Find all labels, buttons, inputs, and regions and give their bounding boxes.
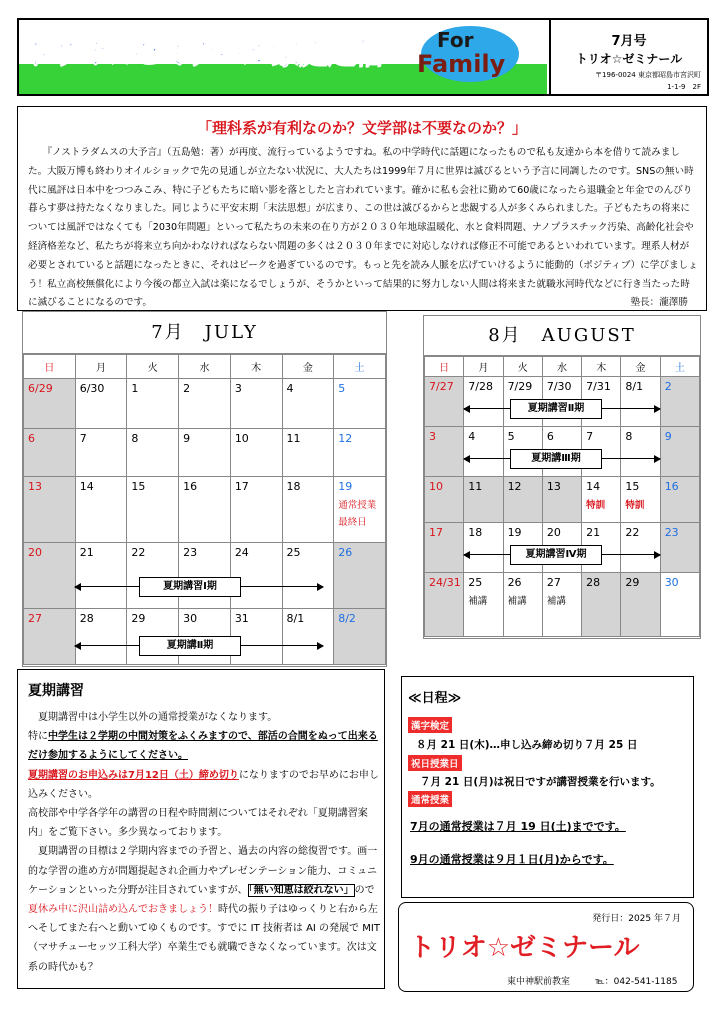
hokou-note: 補講: [468, 596, 488, 607]
address-line-2: 1-1-9 2F: [667, 83, 701, 91]
day-cell: 6: [542, 427, 581, 477]
day-cell: 9: [660, 427, 699, 477]
day-cell-25: [464, 573, 503, 637]
summer-course-section: [17, 669, 385, 989]
day-cell: 27: [24, 609, 76, 665]
weekday: 日: [425, 357, 464, 377]
day-cell: 12: [334, 429, 386, 477]
address-line-1: 〒196-0024 東京都昭島市宮沢町: [595, 71, 701, 79]
day-cell: 12: [503, 477, 542, 523]
day-cell: 26: [334, 543, 386, 609]
day-cell: 1: [127, 379, 179, 429]
summer-p4: 高校部や中学各学年の講習の日程や時間割についてはそれぞれ「夏期講習案内」をご覧下さい。多少異なっております。: [28, 808, 368, 839]
day-cell: 7/29: [503, 377, 542, 427]
day-cell: 11: [464, 477, 503, 523]
weekday: 土: [660, 357, 699, 377]
hokou-note: 補講: [546, 596, 566, 607]
day-cell: 7/31: [582, 377, 621, 427]
day-cell: 17: [230, 477, 282, 543]
family-text: Family: [417, 50, 506, 78]
newsletter-header: [17, 18, 709, 96]
august-title: 8月 AUGUST: [424, 316, 700, 356]
day-cell: 7/28: [464, 377, 503, 427]
note-line: 通常授業: [338, 500, 377, 511]
day-cell: 13: [24, 477, 76, 543]
summer-title: 夏期講習: [28, 683, 84, 699]
day-cell-27: [542, 573, 581, 637]
for-text: For: [437, 28, 474, 52]
day-cell: 24/31: [425, 573, 464, 637]
day-cell: 8/2: [334, 609, 386, 665]
tokkun-note: 特訓: [586, 500, 606, 511]
day-cell-26: [503, 573, 542, 637]
weekday: 月: [75, 355, 127, 379]
day-cell: 16: [660, 477, 699, 523]
september-regular-line: 9月の通常授業は９月１日(月)からです。: [410, 853, 614, 866]
day-cell: 21: [75, 543, 127, 609]
hokou-note: 補講: [507, 596, 527, 607]
last-class-note: [338, 497, 381, 531]
phone-number: ℡：042-541-1185: [595, 977, 678, 987]
day-cell: 9: [179, 429, 231, 477]
period-label: 夏期講Ⅱ期: [139, 636, 241, 656]
day-cell: 2: [660, 377, 699, 427]
day-cell: 30: [660, 573, 699, 637]
day-number: 15: [625, 480, 640, 493]
july-title: 7月 JULY: [23, 312, 386, 354]
note-line: 最終日: [338, 517, 367, 528]
weekday: 金: [282, 355, 334, 379]
text: 時代の振り子はゆっくりと右から左へそしてまた右へと動いてゆくものです。すでに IT 技術者は AI の発展で MIT（マサチューセッツ工科大学）卒業生でも就職できなくなっています。次は文系の時代かも？: [28, 904, 380, 973]
tokkun-note: 特訓: [625, 500, 645, 511]
weekday: 火: [127, 355, 179, 379]
issue-box: [549, 20, 707, 94]
weekday: 水: [542, 357, 581, 377]
day-cell: 18: [282, 477, 334, 543]
kanji-test-tag: 漢字検定: [408, 717, 452, 733]
day-cell: 4: [282, 379, 334, 429]
title-banner: [19, 20, 547, 94]
weekday: 木: [230, 355, 282, 379]
day-cell: 14: [75, 477, 127, 543]
weekday: 金: [621, 357, 660, 377]
article-body: [28, 144, 698, 313]
weekday: 火: [503, 357, 542, 377]
red-text: 夏休み中に沢山詰め込んでおきましょう！: [28, 904, 218, 916]
day-cell: 21: [582, 523, 621, 573]
day-cell: 7/30: [542, 377, 581, 427]
day-cell: 7: [582, 427, 621, 477]
day-cell: 16: [179, 477, 231, 543]
holiday-tag: 祝日授業日: [408, 755, 462, 771]
day-cell: 23: [660, 523, 699, 573]
boxed-text: 「無い知恵は絞れない」: [248, 884, 354, 896]
summer-p2: [28, 727, 380, 765]
july-calendar: [22, 311, 387, 667]
branch-name: 東中神駅前教室: [507, 977, 571, 987]
day-cell: 8/1: [282, 609, 334, 665]
day-cell-19: [334, 477, 386, 543]
period-label: 夏期講Ⅲ期: [510, 449, 602, 469]
day-cell: 6: [24, 429, 76, 477]
summer-body: [28, 708, 380, 977]
school-name: トリオ☆ゼミナール: [575, 52, 683, 66]
main-article: [17, 106, 707, 311]
day-cell: 18: [464, 523, 503, 573]
day-cell-15: [621, 477, 660, 523]
day-cell: 23: [179, 543, 231, 609]
newsletter-title: トリオ☆ゼミナール家庭通信: [23, 37, 384, 71]
school-logo: トリオ☆ゼミナール: [409, 933, 640, 963]
day-cell: 22: [621, 523, 660, 573]
day-cell: 3: [425, 427, 464, 477]
text: 夏期講習の目標は２学期内容までの予習と、過去の内容の総復習です。画一的な学習の進め方が問題提起され企画力やプレゼンテーション能力、コミュニケーションといった分野が注目されていますが、: [28, 846, 378, 896]
weekday: 土: [334, 355, 386, 379]
day-cell: 15: [127, 477, 179, 543]
deadline-text: 夏期講習のお申込みは7月12日（土）締め切り: [28, 769, 239, 781]
day-cell: 17: [425, 523, 464, 573]
day-cell: 8: [621, 427, 660, 477]
text: になりますのでお早めにお申し込みください。: [28, 769, 379, 800]
day-cell: 10: [230, 429, 282, 477]
july-regular-line: 7月の通常授業は７月 19 日(土)までです。: [410, 820, 626, 833]
day-cell-14: [582, 477, 621, 523]
text: ので: [354, 884, 375, 896]
schedule-title: ≪日程≫: [408, 691, 462, 706]
day-cell: 24: [230, 543, 282, 609]
article-title: 「理科系が有利なのか？文学部は不要なのか？」: [196, 119, 527, 137]
day-cell: 20: [542, 523, 581, 573]
day-cell: 30: [179, 609, 231, 665]
day-cell: 7/27: [425, 377, 464, 427]
day-cell: 2: [179, 379, 231, 429]
day-cell: 5: [334, 379, 386, 429]
day-cell: 6/30: [75, 379, 127, 429]
schedule-box: [401, 676, 694, 898]
day-cell: 3: [230, 379, 282, 429]
day-cell: 10: [425, 477, 464, 523]
summer-p1: 夏期講習中は小学生以外の通常授業がなくなります。: [38, 712, 278, 723]
summer-p5: [28, 842, 380, 976]
day-number: 27: [546, 576, 561, 589]
holiday-line: ７月 21 日(月)は祝日ですが講習授業を行います。: [420, 776, 661, 788]
issue-date: 発行日：2025 年７月: [592, 914, 681, 924]
weekday: 日: [24, 355, 76, 379]
day-cell: 20: [24, 543, 76, 609]
day-cell: 8/1: [621, 377, 660, 427]
day-cell: 28: [75, 609, 127, 665]
weekday: 月: [464, 357, 503, 377]
text: 中学生は２学期の中間対策をふくみますので、部活の合間をぬって出来るだけ参加するようにしてください。: [28, 731, 378, 762]
day-cell: 19: [503, 523, 542, 573]
issue-number: 7月号: [611, 34, 647, 49]
article-author: 塾長：瀧澤勝: [630, 297, 688, 309]
day-cell: 22: [127, 543, 179, 609]
text: 特に: [28, 731, 48, 743]
day-number: 19: [338, 480, 353, 493]
day-cell: 4: [464, 427, 503, 477]
day-cell: 28: [582, 573, 621, 637]
day-cell: 7: [75, 429, 127, 477]
weekday: 水: [179, 355, 231, 379]
day-cell: 6/29: [24, 379, 76, 429]
day-cell: 25: [282, 543, 334, 609]
july-grid: [23, 354, 386, 665]
period-label: 夏期講習Ⅳ期: [510, 545, 602, 565]
day-cell: 29: [127, 609, 179, 665]
period-label: 夏期講習Ⅱ期: [510, 399, 602, 419]
weekday: 木: [582, 357, 621, 377]
day-cell: 5: [503, 427, 542, 477]
day-cell: 29: [621, 573, 660, 637]
period-label: 夏期講習Ⅰ期: [139, 577, 241, 597]
day-number: 25: [468, 576, 483, 589]
day-number: 26: [507, 576, 522, 589]
footer-box: [398, 902, 694, 992]
day-cell: 11: [282, 429, 334, 477]
summer-p3: [28, 766, 380, 804]
kanji-test-line: ８月 21 日(木)…申し込み締め切り７月 25 日: [416, 739, 638, 751]
august-calendar: [423, 315, 701, 639]
article-text: 『ノストラダムスの大予言』（五島勉：著）が再度、流行っているようですね。私の中学時代に話題になったもので私も友達から本を借りて読みました。大阪万博も終わりオイルショックで先の見通しが立たない状況に、大人たちは1999年７月に世界は滅びるという予言に同調したのです。SNSの無い時代に風評は日本中をつつみこみ、特に子どもたちに暗い影を落としたと言われています。確かに私も会社に勤めて60歳になったら退職金と年金でのんびり暮らす夢は持たなくなりました。同じように平安末期「末法思想」が広まり、この世は滅びるからと悲観する人が多くみられました。子どもたちの将来については風評ではなくても「2030年問題」といって私たちの未来の在り方が２０３０年地球温暖化、水と食料問題、ナノプラスチック汚染、高齢化社会や経済格差など、私たちが将来立ち向かわなければならない問題の多くは２０３０年までに対応しなければ修正不可能であるといわれています。理系人材が必要とされていると話題になったときに、それはピークを過ぎているのです。もっと先を読み人脈を広げていけるように能動的（ポジティブ）に学びましょう！私立高校無償化により今後の都立入試は楽になるでしょうが、そうかといって結果的に努力しない人間は将来また就職氷河時代などに行き当たった時に滅びることになるのです。: [28, 147, 698, 309]
day-cell: 8: [127, 429, 179, 477]
day-cell: 31: [230, 609, 282, 665]
day-number: 14: [586, 480, 601, 493]
regular-class-tag: 通常授業: [408, 791, 452, 807]
day-cell: 13: [542, 477, 581, 523]
